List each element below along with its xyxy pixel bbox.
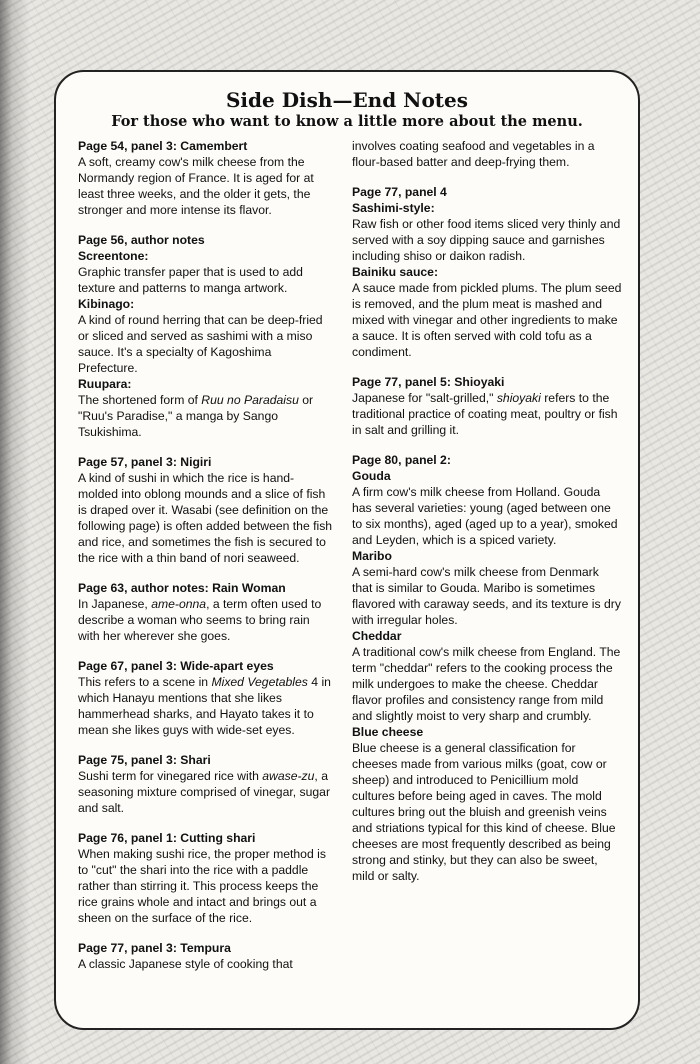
note-definition: A kind of sushi in which the rice is hand-molded into oblong mounds and a slice of fish is draped over it. Wasabi (see definition on the following page) is often added between the fish and rice, and sometimes the fish is secured to the rice with a thin band of nori seaweed.: [78, 471, 333, 565]
spine-shadow: [0, 0, 30, 1064]
note-text: The shortened form of: [78, 393, 202, 407]
note-definition: Raw fish or other food items sliced very thinly and served with a soy dipping sauce and garnishes including shiso or daikon radish.: [352, 217, 621, 263]
note-text: Japanese for "salt-grilled,": [352, 391, 497, 405]
note-term: Blue cheese: [352, 725, 424, 739]
note-italic-text: Ruu no Paradaisu: [201, 393, 299, 407]
note-definition: Blue cheese is a general classification for cheeses made from various milks (goat, cow or sheep) and introduced to Penicillium mold cultures before being aged in caves. The mold cultures bring out the bluish and greenish veins and striations typical for this kind of cheese. Blue cheeses are most frequently described as being strong and stinky, but they can also be sweet, mild or salty.: [352, 741, 616, 883]
note-page-ref: Page 75, panel 3: Shari: [78, 753, 211, 767]
note-page-ref: Page 77, panel 5: Shioyaki: [352, 375, 505, 389]
note-italic-text: ame-onna: [151, 597, 207, 611]
note-page-ref: Page 77, panel 3: Tempura: [78, 941, 231, 955]
note-text: or "Ruu's Paradise," a manga by Sango Tsukishima.: [78, 393, 314, 439]
note-term: Gouda: [352, 469, 391, 483]
note-term: Cheddar: [352, 629, 402, 643]
note-italic-text: shioyaki: [496, 391, 541, 405]
note-definition: A semi-hard cow's milk cheese from Denmark that is similar to Gouda. Maribo is sometimes flavored with caraway seeds, and its texture is dry with irregular holes.: [352, 565, 621, 627]
note-entry: [352, 184, 622, 360]
note-entry: [78, 138, 333, 218]
note-text: In Japanese,: [78, 597, 152, 611]
note-text: 4 in which Hanayu mentions that she likes hammerhead sharks, and Hayato takes it to mean she likes guys with wide-set eyes.: [78, 675, 331, 737]
note-entry: [78, 658, 333, 738]
note-entry: [352, 452, 622, 884]
note-definition: A sauce made from pickled plums. The plum seed is removed, and the plum meat is mashed and mixed with vinegar and other ingredients to make a sauce. It is often served with cold tofu as a condiment.: [352, 281, 622, 359]
note-text: This refers to a scene in: [78, 675, 212, 689]
end-notes-panel: [54, 70, 640, 1030]
note-entry: [78, 940, 333, 972]
note-term: Bainiku sauce:: [352, 265, 439, 279]
note-page-ref: Page 54, panel 3: Camembert: [78, 139, 248, 153]
note-definition: [352, 390, 622, 438]
note-definition: Graphic transfer paper that is used to add texture and patterns to manga artwork.: [78, 265, 303, 295]
note-definition: [78, 768, 333, 816]
note-entry: [78, 830, 333, 926]
note-definition: [78, 596, 333, 644]
right-column: [352, 138, 622, 898]
note-text: Sushi term for vinegared rice with: [78, 769, 263, 783]
note-definition: When making sushi rice, the proper method is to "cut" the shari into the rice with a paddle rather than stirring it. This process keeps the rice grains whole and intact and brings out a sheen on the surface of the rice.: [78, 847, 326, 925]
note-term: Maribo: [352, 549, 392, 563]
page-title: Side Dish—End Notes: [225, 88, 469, 112]
note-text: refers to the traditional practice of coating meat, poultry or fish in salt and grilling it.: [352, 391, 618, 437]
note-page-ref: Page 56, author notes: [78, 233, 205, 247]
note-entry: [78, 454, 333, 566]
page-subtitle: For those who want to know a little more about the menu.: [111, 113, 583, 130]
note-definition: A firm cow's milk cheese from Holland. Gouda has several varieties: young (aged between one to six months), aged (aged up to a year), smoked and Leyden, which is a spiced variety.: [352, 485, 618, 547]
note-italic-text: awase-zu: [262, 769, 315, 783]
note-term: Ruupara:: [78, 377, 132, 391]
note-term: Sashimi-style:: [352, 201, 435, 215]
note-page-ref: Page 67, panel 3: Wide-apart eyes: [78, 659, 274, 673]
note-continued-text: involves coating seafood and vegetables in a flour-based batter and deep-frying them.: [352, 139, 595, 169]
note-entry: [78, 752, 333, 816]
note-definition: A classic Japanese style of cooking that: [78, 957, 293, 971]
note-page-ref: Page 63, author notes: Rain Woman: [78, 581, 286, 595]
note-definition: [78, 392, 333, 440]
note-italic-text: Mixed Vegetables: [211, 675, 308, 689]
note-entry: [352, 374, 622, 438]
note-entry: [78, 232, 333, 440]
note-entry: [78, 580, 333, 644]
note-term: Kibinago:: [78, 297, 135, 311]
left-column: [78, 138, 333, 986]
note-page-ref: Page 80, panel 2:: [352, 453, 451, 467]
note-text: , a term often used to describe a woman who seems to bring rain with her wherever she goes.: [78, 597, 322, 643]
note-definition: [78, 674, 333, 738]
note-definition: A traditional cow's milk cheese from England. The term "cheddar" refers to the cooking process the milk undergoes to make the cheese. Cheddar flavor profiles and consistency range from mild and slightly moist to very sharp and crumbly.: [352, 645, 621, 723]
note-definition: A soft, creamy cow's milk cheese from the Normandy region of France. It is aged for at least three weeks, and the older it gets, the stronger and more intense its flavor.: [78, 155, 314, 217]
note-term: Screentone:: [78, 249, 149, 263]
note-page-ref: Page 57, panel 3: Nigiri: [78, 455, 212, 469]
note-definition: A kind of round herring that can be deep-fried or sliced and served as sashimi with a miso sauce. It's a specialty of Kagoshima Prefecture.: [78, 313, 323, 375]
note-text: , a seasoning mixture comprised of vinegar, sugar and salt.: [78, 769, 331, 815]
note-page-ref: Page 77, panel 4: [352, 185, 447, 199]
note-page-ref: Page 76, panel 1: Cutting shari: [78, 831, 256, 845]
